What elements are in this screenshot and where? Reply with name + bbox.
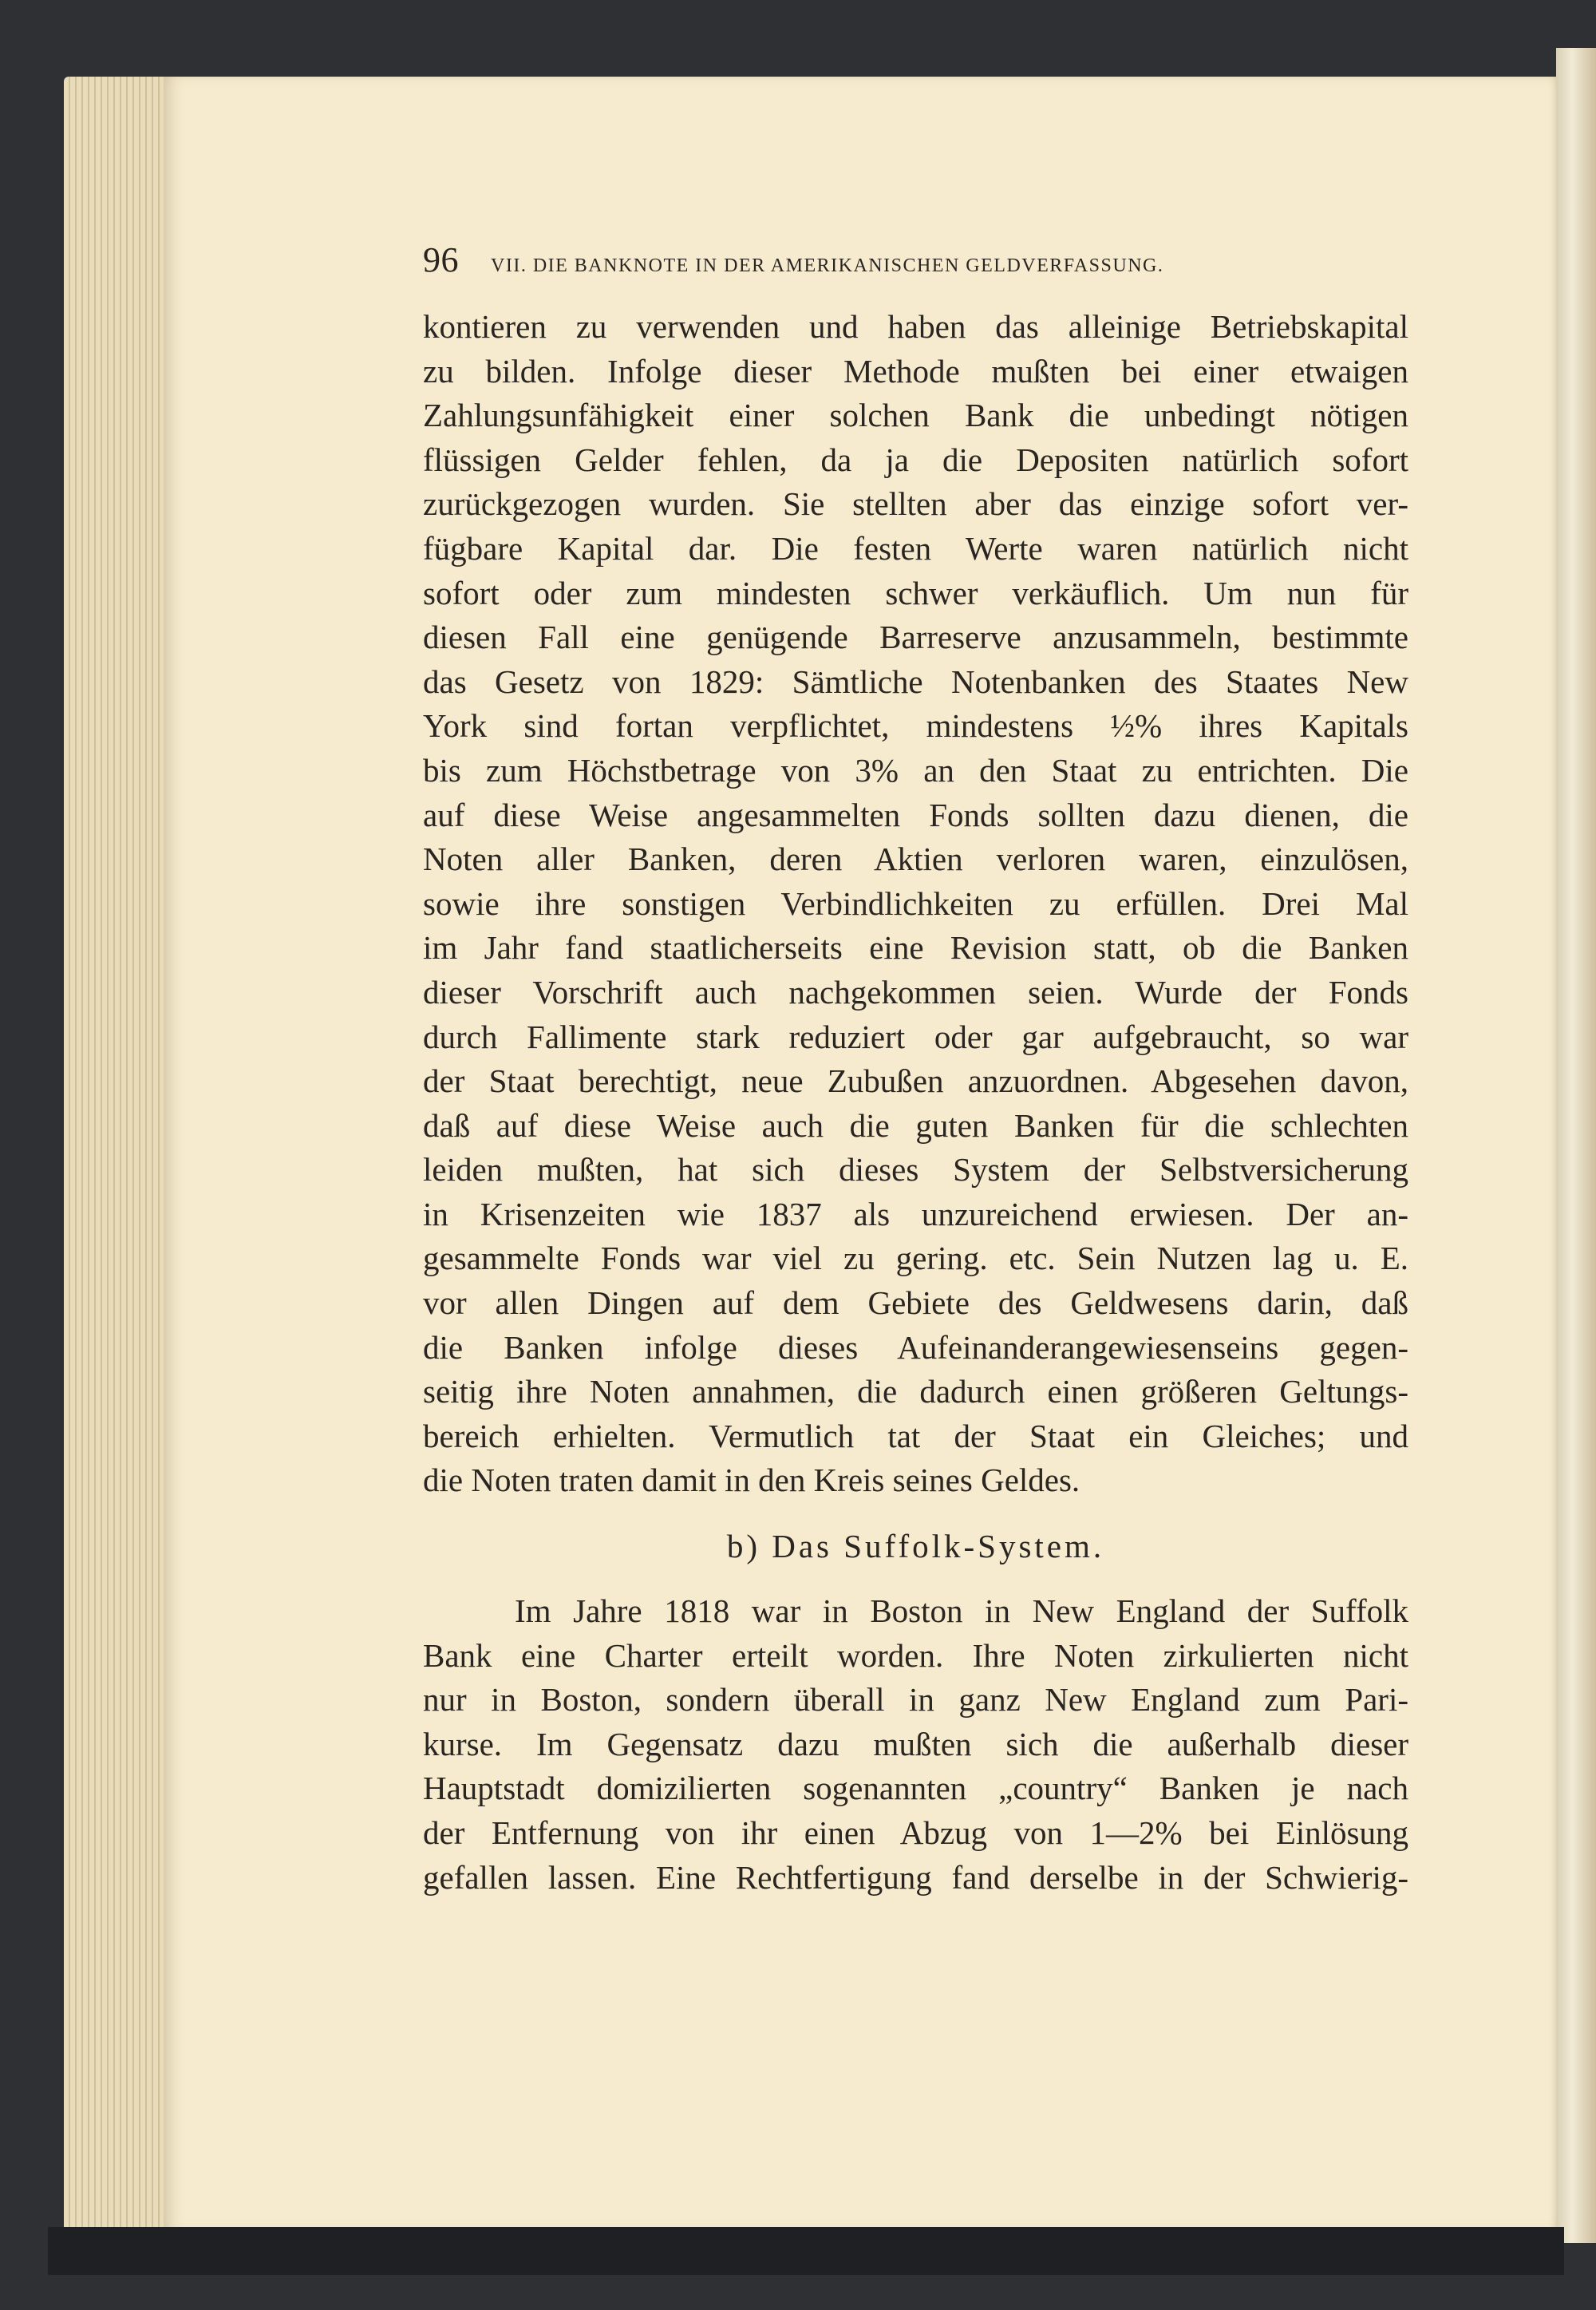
text-line: vor allen Dingen auf dem Gebiete des Geldwesens darin, daß <box>423 1284 1408 1322</box>
text-line: die Noten traten damit in den Kreis seines Geldes. <box>423 1462 1080 1499</box>
text-line: die Banken infolge dieses Aufeinanderangewiesenseins gegen- <box>423 1328 1408 1366</box>
text-line: sowie ihre sonstigen Verbindlichkeiten zu erfüllen. Drei Mal <box>423 884 1408 922</box>
text-line: Zahlungsunfähigkeit einer solchen Bank die unbedingt nötigen <box>423 397 1408 434</box>
text-line: leiden mußten, hat sich dieses System der Selbstversicherung <box>423 1151 1408 1189</box>
text-line: dieser Vorschrift auch nachgekommen seien. Wurde der Fonds <box>423 973 1408 1011</box>
bottom-shadow <box>48 2227 1564 2275</box>
text-line: nur in Boston, sondern überall in ganz New England zum Pari- <box>423 1681 1408 1719</box>
text-line: flüssigen Gelder fehlen, da ja die Depositen natürlich sofort <box>423 441 1408 478</box>
paragraph-1 <box>423 305 1408 1503</box>
text-line: gesammelte Fonds war viel zu gering. etc. Sein Nutzen lag u. E. <box>423 1240 1408 1277</box>
facing-page-edge <box>1556 48 1596 2243</box>
text-line: zurückgezogen wurden. Sie stellten aber das einzige sofort ver- <box>423 485 1408 523</box>
running-head <box>423 239 1408 295</box>
text-line: auf diese Weise angesammelten Fonds sollten dazu dienen, die <box>423 796 1408 833</box>
text-line: Noten aller Banken, deren Aktien verloren waren, einzulösen, <box>423 841 1408 878</box>
text-line: Im Jahre 1818 war in Boston in New England der Suffolk <box>515 1592 1408 1630</box>
text-line: das Gesetz von 1829: Sämtliche Notenbanken des Staates New <box>423 663 1408 700</box>
text-line: der Staat berechtigt, neue Zubußen anzuordnen. Abgesehen davon, <box>423 1062 1408 1100</box>
text-line: zu bilden. Infolge dieser Methode mußten bei einer etwaigen <box>423 352 1408 390</box>
text-line: Bank eine Charter erteilt worden. Ihre Noten zirkulierten nicht <box>423 1636 1408 1674</box>
text-line: seitig ihre Noten annahmen, die dadurch einen größeren Geltungs- <box>423 1373 1408 1410</box>
text-line: sofort oder zum mindesten schwer verkäuflich. Um nun für <box>423 574 1408 611</box>
text-line: in Krisenzeiten wie 1837 als unzureichend erwiesen. Der an- <box>423 1195 1408 1232</box>
text-line: Hauptstadt domizilierten sogenannten „country“ Banken je nach <box>423 1770 1408 1807</box>
text-line: diesen Fall eine genügende Barreserve anzusammeln, bestimmte <box>423 619 1408 656</box>
text-line: kurse. Im Gegensatz dazu mußten sich die außerhalb dieser <box>423 1725 1408 1762</box>
text-line: im Jahr fand staatlicherseits eine Revision statt, ob die Banken <box>423 929 1408 967</box>
text-line: der Entfernung von ihr einen Abzug von 1—2% bei Einlösung <box>423 1814 1408 1851</box>
text-line: durch Fallimente stark reduziert oder gar aufgebraucht, so war <box>423 1018 1408 1055</box>
page-content <box>423 239 1408 1900</box>
text-line: bis zum Höchstbetrage von 3% an den Staat zu entrichten. Die <box>423 751 1408 789</box>
text-line: York sind fortan verpflichtet, mindestens ½% ihres Kapitals <box>423 707 1408 745</box>
paragraph-2 <box>423 1589 1408 1900</box>
text-line: kontieren zu verwenden und haben das alleinige Betriebskapital <box>423 308 1408 345</box>
text-line: gefallen lassen. Eine Rechtfertigung fand derselbe in der Schwierig- <box>423 1858 1408 1896</box>
page-number: 96 <box>423 240 459 279</box>
text-line: daß auf diese Weise auch die guten Banken für die schlechten <box>423 1106 1408 1144</box>
section-heading: b) Das Suffolk-System. <box>726 1528 1105 1565</box>
text-line: fügbare Kapital dar. Die festen Werte waren natürlich nicht <box>423 529 1408 567</box>
running-head-title: VII. DIE BANKNOTE IN DER AMERIKANISCHEN GELDVERFASSUNG. <box>491 255 1164 276</box>
text-line: bereich erhielten. Vermutlich tat der Staat ein Gleiches; und <box>423 1417 1408 1454</box>
